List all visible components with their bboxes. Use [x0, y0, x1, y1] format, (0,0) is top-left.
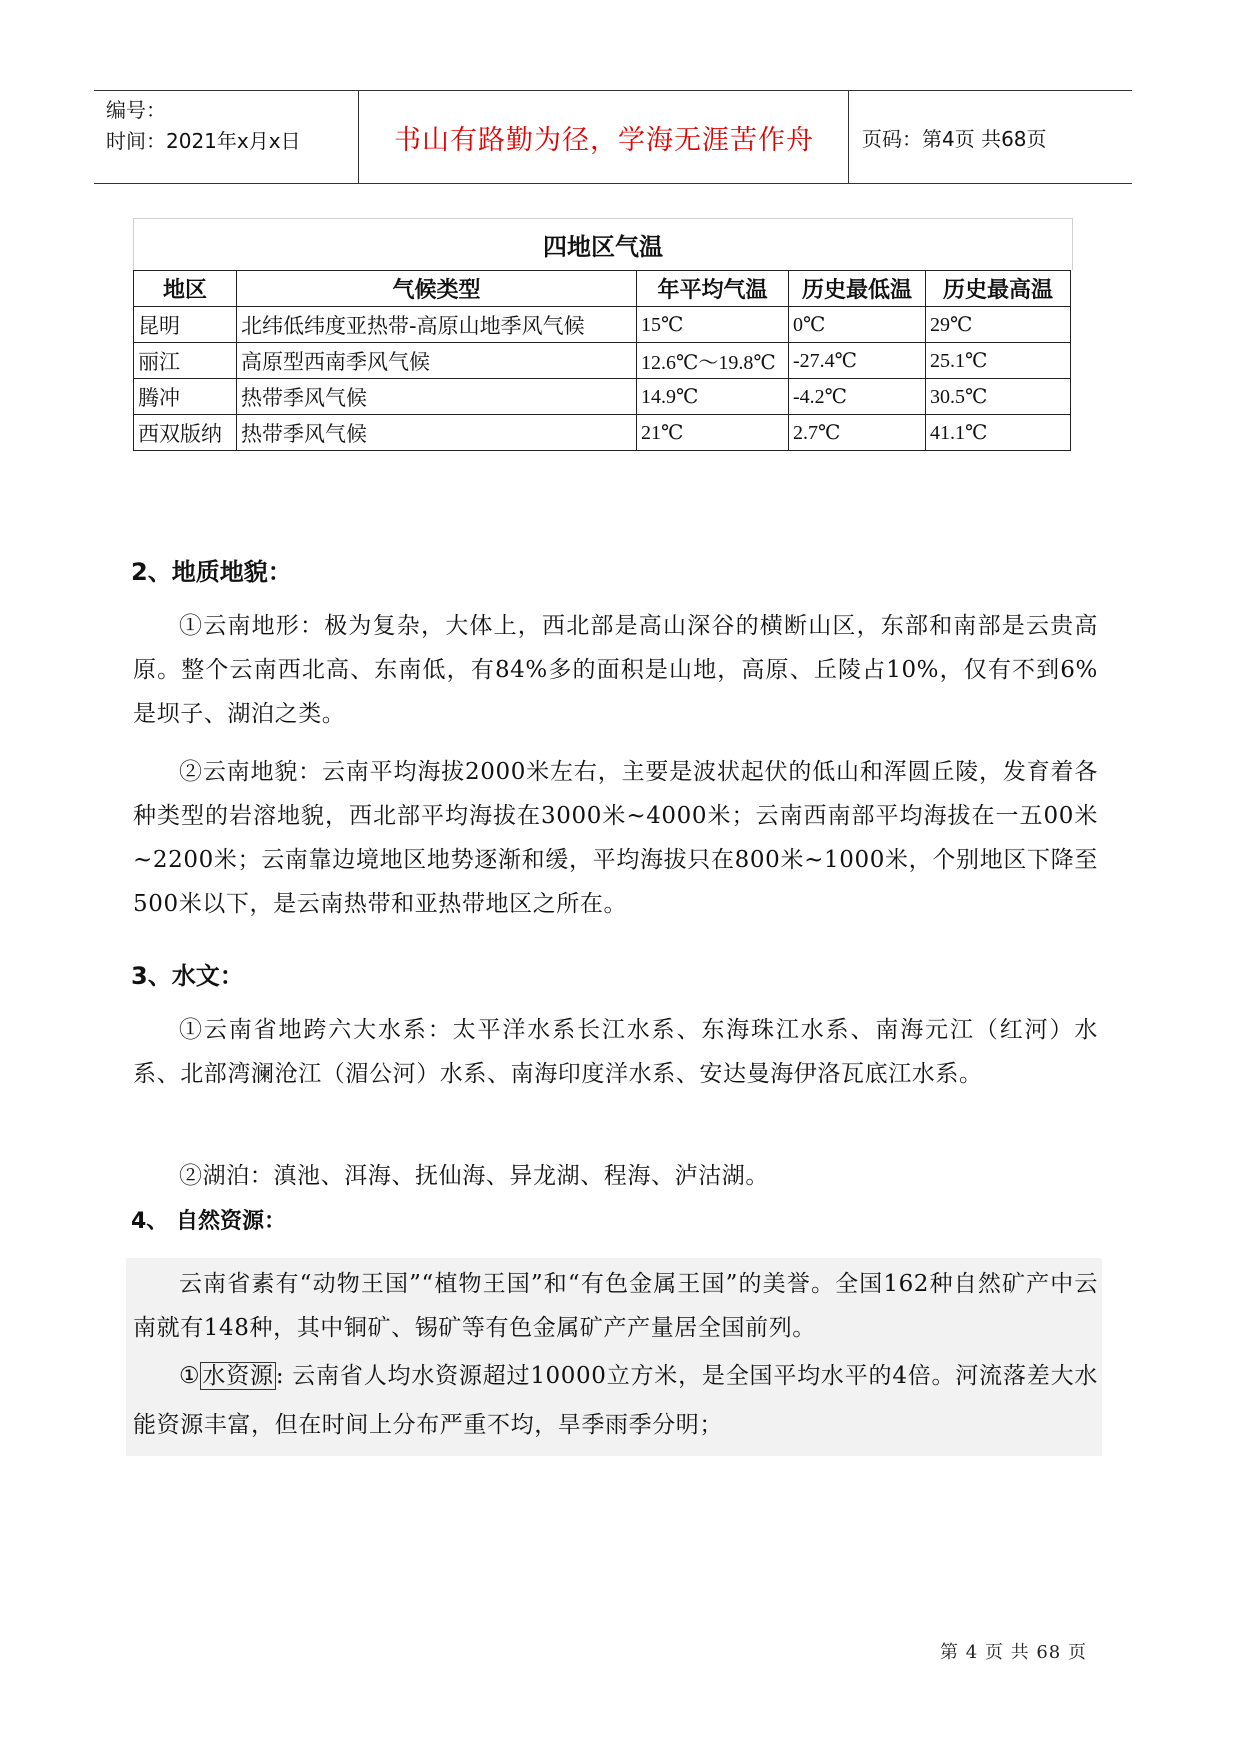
header-meta — [106, 95, 301, 157]
paragraph-lakes: ②湖泊：滇池、洱海、抚仙海、异龙湖、程海、泸沽湖。 — [179, 1163, 769, 1189]
table-title: 四地区气温 — [133, 218, 1073, 270]
table-cell: 高原型西南季风气候 — [237, 343, 637, 379]
table-cell: 丽江 — [134, 343, 237, 379]
section-heading-hydrology: 3、水文： — [131, 962, 244, 990]
table-cell: 2.7℃ — [789, 415, 926, 451]
table-cell: 热带季风气候 — [237, 415, 637, 451]
page-header — [94, 90, 1132, 184]
header-divider — [358, 91, 359, 183]
page-footer: 第 4 页 共 68 页 — [940, 1642, 1087, 1663]
table-cell: 0℃ — [789, 307, 926, 343]
paragraph-minerals: 云南省素有“动物王国”“植物王国”和“有色金属王国”的美誉。全国162种自然矿产中云南就有148种，其中铜矿、锡矿等有色金属矿产产量居全国前列。 — [133, 1271, 1098, 1341]
column-header: 历史最低温 — [789, 271, 926, 307]
table-row — [134, 415, 1071, 451]
column-header: 气候类型 — [237, 271, 637, 307]
table-cell: 25.1℃ — [926, 343, 1071, 379]
header-page-info: 页码：第4页 共68页 — [862, 126, 1047, 151]
paragraph-water-resources — [133, 1352, 1098, 1450]
section-heading-resources: 4、 自然资源： — [131, 1209, 286, 1234]
table-row — [134, 307, 1071, 343]
column-header: 年平均气温 — [637, 271, 789, 307]
table-cell: -4.2℃ — [789, 379, 926, 415]
column-header: 地区 — [134, 271, 237, 307]
table-cell: 41.1℃ — [926, 415, 1071, 451]
circled-number: ① — [179, 1363, 201, 1389]
header-number-label: 编号： — [106, 98, 166, 122]
temperature-table — [133, 270, 1071, 451]
paragraph-text: : 云南省人均水资源超过10000立方米，是全国平均水平的4倍。河流落差大水能资源丰富，但在时间上分布严重不均，旱季雨季分明； — [133, 1363, 1098, 1438]
paragraph-water-systems: ①云南省地跨六大水系：太平洋水系长江水系、东海珠江水系、南海元江（红河）水系、北部湾澜沧江（湄公河）水系、南海印度洋水系、安达曼海伊洛瓦底江水系。 — [133, 1017, 1098, 1087]
table-cell: 热带季风气候 — [237, 379, 637, 415]
table-cell: 15℃ — [637, 307, 789, 343]
paragraph-landform: ②云南地貌：云南平均海拔2000米左右，主要是波状起伏的低山和浑圆丘陵，发育着各种类型的岩溶地貌，西北部平均海拔在3000米~4000米；云南西南部平均海拔在一五00米~2200米；云南靠边境地区地势逐渐和缓，平均海拔只在800米~1000米，个别地区下降至500米以下，是云南热带和亚热带地区之所在。 — [133, 759, 1098, 917]
table-cell: 西双版纳 — [134, 415, 237, 451]
header-motto: 书山有路勤为径，学海无涯苦作舟 — [394, 124, 814, 156]
table-cell: 北纬低纬度亚热带-高原山地季风气候 — [237, 307, 637, 343]
table-cell: 昆明 — [134, 307, 237, 343]
column-header: 历史最高温 — [926, 271, 1071, 307]
table-cell: 腾冲 — [134, 379, 237, 415]
boxed-term: 水资源 — [202, 1363, 274, 1389]
table-cell: 12.6℃～19.8℃ — [637, 343, 789, 379]
section-heading-geology: 2、地质地貌： — [131, 558, 292, 586]
table-cell: -27.4℃ — [789, 343, 926, 379]
header-divider — [848, 91, 849, 183]
table-cell: 21℃ — [637, 415, 789, 451]
table-row — [134, 379, 1071, 415]
table-header-row — [134, 271, 1071, 307]
temperature-table-block — [133, 218, 1073, 463]
table-cell: 30.5℃ — [926, 379, 1071, 415]
table-cell: 29℃ — [926, 307, 1071, 343]
paragraph-terrain: ①云南地形：极为复杂，大体上，西北部是高山深谷的横断山区，东部和南部是云贵高原。整个云南西北高、东南低，有84%多的面积是山地，高原、丘陵占10%，仅有不到6%是坝子、湖泊之类。 — [133, 613, 1098, 727]
table-row — [134, 343, 1071, 379]
table-cell: 14.9℃ — [637, 379, 789, 415]
header-date-label: 时间：2021年x月x日 — [106, 129, 301, 153]
